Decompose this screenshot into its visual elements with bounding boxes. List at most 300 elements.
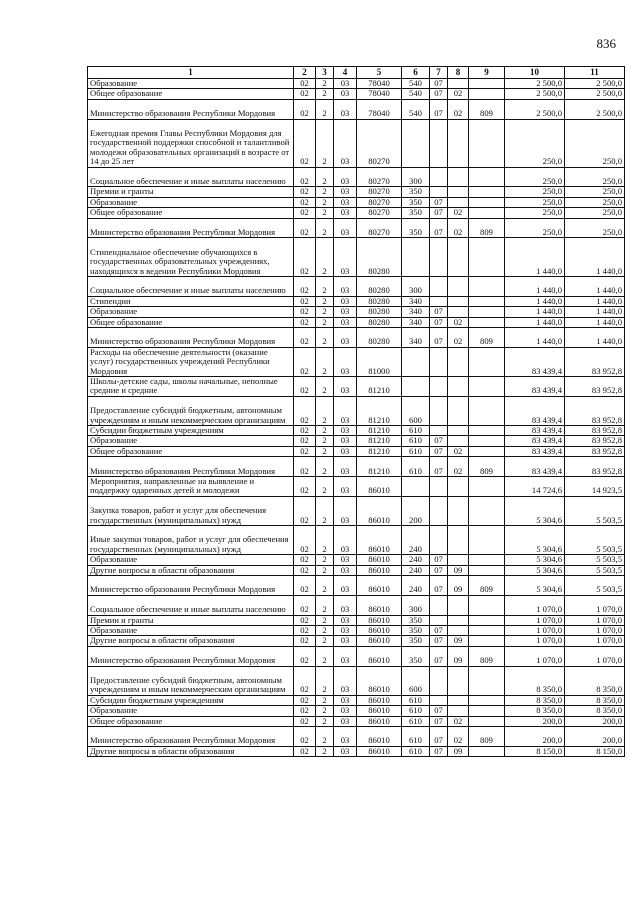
code-cell: 2 xyxy=(316,565,334,575)
table-row xyxy=(88,727,625,747)
column-header: 3 xyxy=(316,67,334,79)
code-cell: 81210 xyxy=(357,396,402,425)
code-cell xyxy=(469,526,505,555)
code-cell: 07 xyxy=(430,446,448,456)
amount-cell: 5 304,6 xyxy=(505,576,565,596)
code-cell: 02 xyxy=(448,218,469,238)
amount-cell: 8 150,0 xyxy=(505,746,565,756)
amount-cell: 8 350,0 xyxy=(565,706,625,716)
code-cell: 03 xyxy=(334,317,357,327)
code-cell xyxy=(469,626,505,636)
code-cell: 02 xyxy=(294,716,316,726)
code-cell: 02 xyxy=(294,377,316,397)
amount-cell: 200,0 xyxy=(565,716,625,726)
code-cell: 07 xyxy=(430,746,448,756)
code-cell: 07 xyxy=(430,317,448,327)
code-cell: 02 xyxy=(294,436,316,446)
table-row xyxy=(88,695,625,705)
code-cell xyxy=(430,396,448,425)
code-cell: 610 xyxy=(402,446,430,456)
code-cell xyxy=(469,296,505,306)
code-cell: 02 xyxy=(294,218,316,238)
table-row xyxy=(88,296,625,306)
code-cell: 07 xyxy=(430,99,448,119)
table-row xyxy=(88,746,625,756)
code-cell: 2 xyxy=(316,99,334,119)
code-cell xyxy=(448,396,469,425)
amount-cell: 83 439,4 xyxy=(505,426,565,436)
code-cell xyxy=(430,277,448,297)
amount-cell: 83 439,4 xyxy=(505,347,565,376)
code-cell: 02 xyxy=(294,457,316,477)
code-cell: 2 xyxy=(316,746,334,756)
code-cell xyxy=(469,317,505,327)
code-cell: 81210 xyxy=(357,446,402,456)
code-cell: 03 xyxy=(334,526,357,555)
code-cell: 350 xyxy=(402,636,430,646)
code-cell: 2 xyxy=(316,89,334,99)
amount-cell: 83 439,4 xyxy=(505,457,565,477)
code-cell: 02 xyxy=(294,296,316,306)
amount-cell: 14 724,6 xyxy=(505,477,565,497)
amount-cell: 83 952,8 xyxy=(565,347,625,376)
amount-cell: 83 439,4 xyxy=(505,436,565,446)
amount-cell: 1 440,0 xyxy=(505,307,565,317)
code-cell: 350 xyxy=(402,208,430,218)
code-cell: 2 xyxy=(316,636,334,646)
code-cell: 03 xyxy=(334,595,357,615)
code-cell xyxy=(469,477,505,497)
code-cell: 07 xyxy=(430,565,448,575)
code-cell: 03 xyxy=(334,79,357,89)
row-name-cell: Министерство образования Республики Мордовия xyxy=(88,99,294,119)
code-cell xyxy=(402,477,430,497)
code-cell: 07 xyxy=(430,555,448,565)
code-cell: 02 xyxy=(294,695,316,705)
code-cell: 03 xyxy=(334,238,357,277)
code-cell: 02 xyxy=(448,716,469,726)
code-cell xyxy=(448,307,469,317)
code-cell xyxy=(430,426,448,436)
amount-cell: 250,0 xyxy=(505,208,565,218)
code-cell: 02 xyxy=(294,208,316,218)
code-cell: 03 xyxy=(334,746,357,756)
code-cell: 610 xyxy=(402,727,430,747)
row-name-cell: Образование xyxy=(88,555,294,565)
row-name-cell: Другие вопросы в области образования xyxy=(88,636,294,646)
code-cell xyxy=(430,666,448,695)
code-cell xyxy=(448,79,469,89)
row-name-cell: Образование xyxy=(88,706,294,716)
code-cell: 2 xyxy=(316,526,334,555)
code-cell xyxy=(469,446,505,456)
amount-cell: 1 070,0 xyxy=(565,595,625,615)
amount-cell: 250,0 xyxy=(565,197,625,207)
code-cell: 07 xyxy=(430,706,448,716)
code-cell: 600 xyxy=(402,396,430,425)
code-cell: 200 xyxy=(402,496,430,525)
code-cell xyxy=(469,89,505,99)
code-cell: 03 xyxy=(334,615,357,625)
amount-cell: 83 439,4 xyxy=(505,396,565,425)
code-cell: 809 xyxy=(469,457,505,477)
amount-cell: 5 503,5 xyxy=(565,496,625,525)
row-name-cell: Социальное обеспечение и иные выплаты населению xyxy=(88,277,294,297)
table-row xyxy=(88,457,625,477)
code-cell: 240 xyxy=(402,565,430,575)
amount-cell: 83 952,8 xyxy=(565,396,625,425)
code-cell: 2 xyxy=(316,317,334,327)
code-cell: 80280 xyxy=(357,238,402,277)
code-cell: 03 xyxy=(334,296,357,306)
code-cell: 81210 xyxy=(357,457,402,477)
table-row xyxy=(88,377,625,397)
table-body xyxy=(88,79,625,757)
code-cell: 86010 xyxy=(357,526,402,555)
code-cell: 09 xyxy=(448,646,469,666)
row-name-cell: Предоставление субсидий бюджетным, автономным учреждениям и иным некоммерческим организациям xyxy=(88,666,294,695)
code-cell: 02 xyxy=(294,89,316,99)
code-cell: 07 xyxy=(430,626,448,636)
table-row xyxy=(88,89,625,99)
table-row xyxy=(88,238,625,277)
code-cell xyxy=(448,119,469,167)
amount-cell: 1 070,0 xyxy=(505,615,565,625)
code-cell: 03 xyxy=(334,576,357,596)
amount-cell: 83 439,4 xyxy=(505,446,565,456)
amount-cell: 1 440,0 xyxy=(565,238,625,277)
code-cell xyxy=(448,496,469,525)
code-cell xyxy=(469,238,505,277)
code-cell: 350 xyxy=(402,218,430,238)
amount-cell: 5 304,6 xyxy=(505,496,565,525)
code-cell: 02 xyxy=(294,79,316,89)
row-name-cell: Премии и гранты xyxy=(88,187,294,197)
code-cell: 02 xyxy=(294,477,316,497)
code-cell: 02 xyxy=(294,396,316,425)
code-cell: 2 xyxy=(316,79,334,89)
table-row xyxy=(88,79,625,89)
code-cell: 80270 xyxy=(357,167,402,187)
code-cell: 610 xyxy=(402,457,430,477)
code-cell: 03 xyxy=(334,695,357,705)
code-cell xyxy=(448,347,469,376)
code-cell: 350 xyxy=(402,197,430,207)
code-cell: 2 xyxy=(316,496,334,525)
code-cell: 03 xyxy=(334,89,357,99)
code-cell: 03 xyxy=(334,377,357,397)
row-name-cell: Общее образование xyxy=(88,716,294,726)
table-row xyxy=(88,615,625,625)
code-cell: 03 xyxy=(334,328,357,348)
code-cell: 2 xyxy=(316,695,334,705)
amount-cell: 2 500,0 xyxy=(565,99,625,119)
code-cell: 610 xyxy=(402,716,430,726)
amount-cell: 250,0 xyxy=(565,218,625,238)
code-cell: 2 xyxy=(316,716,334,726)
row-name-cell: Общее образование xyxy=(88,317,294,327)
code-cell: 02 xyxy=(448,99,469,119)
amount-cell: 200,0 xyxy=(505,727,565,747)
code-cell: 02 xyxy=(294,615,316,625)
code-cell xyxy=(448,296,469,306)
code-cell xyxy=(469,347,505,376)
code-cell xyxy=(469,197,505,207)
amount-cell: 1 440,0 xyxy=(565,317,625,327)
amount-cell: 83 952,8 xyxy=(565,377,625,397)
code-cell: 809 xyxy=(469,727,505,747)
code-cell xyxy=(402,119,430,167)
code-cell: 2 xyxy=(316,646,334,666)
column-header: 2 xyxy=(294,67,316,79)
code-cell xyxy=(469,555,505,565)
page-number: 836 xyxy=(596,36,616,51)
table-row xyxy=(88,646,625,666)
code-cell: 340 xyxy=(402,317,430,327)
column-header: 4 xyxy=(334,67,357,79)
code-cell: 540 xyxy=(402,99,430,119)
code-cell: 2 xyxy=(316,347,334,376)
table-row xyxy=(88,565,625,575)
amount-cell: 83 952,8 xyxy=(565,436,625,446)
code-cell: 2 xyxy=(316,555,334,565)
table-header-row xyxy=(88,67,625,79)
row-name-cell: Министерство образования Республики Мордовия xyxy=(88,457,294,477)
table-row xyxy=(88,496,625,525)
code-cell: 02 xyxy=(294,328,316,348)
code-cell xyxy=(430,167,448,187)
amount-cell: 1 070,0 xyxy=(505,626,565,636)
amount-cell: 83 952,8 xyxy=(565,446,625,456)
table-row xyxy=(88,187,625,197)
amount-cell: 5 304,6 xyxy=(505,565,565,575)
code-cell xyxy=(469,706,505,716)
code-cell xyxy=(469,277,505,297)
code-cell xyxy=(469,436,505,446)
code-cell: 02 xyxy=(294,238,316,277)
code-cell: 02 xyxy=(294,496,316,525)
amount-cell: 5 503,5 xyxy=(565,555,625,565)
code-cell: 81210 xyxy=(357,377,402,397)
code-cell: 2 xyxy=(316,426,334,436)
row-name-cell: Образование xyxy=(88,307,294,317)
amount-cell: 250,0 xyxy=(565,167,625,187)
table-row xyxy=(88,317,625,327)
amount-cell: 5 304,6 xyxy=(505,555,565,565)
column-header: 6 xyxy=(402,67,430,79)
code-cell: 2 xyxy=(316,666,334,695)
table-row xyxy=(88,197,625,207)
code-cell: 07 xyxy=(430,436,448,446)
code-cell xyxy=(469,565,505,575)
code-cell xyxy=(430,187,448,197)
code-cell xyxy=(469,595,505,615)
code-cell: 610 xyxy=(402,746,430,756)
amount-cell: 1 440,0 xyxy=(505,328,565,348)
code-cell: 350 xyxy=(402,626,430,636)
code-cell: 2 xyxy=(316,436,334,446)
table-row xyxy=(88,307,625,317)
code-cell xyxy=(469,496,505,525)
code-cell: 07 xyxy=(430,727,448,747)
code-cell: 02 xyxy=(294,576,316,596)
amount-cell: 250,0 xyxy=(505,187,565,197)
row-name-cell: Общее образование xyxy=(88,89,294,99)
row-name-cell: Социальное обеспечение и иные выплаты населению xyxy=(88,595,294,615)
amount-cell: 8 350,0 xyxy=(505,695,565,705)
code-cell: 07 xyxy=(430,636,448,646)
amount-cell: 83 952,8 xyxy=(565,426,625,436)
amount-cell: 1 440,0 xyxy=(505,296,565,306)
column-header: 5 xyxy=(357,67,402,79)
code-cell xyxy=(430,595,448,615)
code-cell: 02 xyxy=(448,328,469,348)
amount-cell: 250,0 xyxy=(565,187,625,197)
code-cell: 02 xyxy=(294,706,316,716)
table-row xyxy=(88,626,625,636)
code-cell: 809 xyxy=(469,328,505,348)
code-cell: 03 xyxy=(334,197,357,207)
code-cell xyxy=(469,208,505,218)
code-cell: 240 xyxy=(402,526,430,555)
code-cell: 2 xyxy=(316,208,334,218)
code-cell: 81210 xyxy=(357,426,402,436)
code-cell: 78040 xyxy=(357,99,402,119)
code-cell xyxy=(448,555,469,565)
code-cell: 2 xyxy=(316,328,334,348)
code-cell xyxy=(448,197,469,207)
code-cell: 03 xyxy=(334,307,357,317)
code-cell xyxy=(430,496,448,525)
code-cell xyxy=(469,716,505,726)
code-cell xyxy=(469,119,505,167)
code-cell: 2 xyxy=(316,706,334,716)
code-cell xyxy=(448,626,469,636)
code-cell: 07 xyxy=(430,208,448,218)
row-name-cell: Субсидии бюджетным учреждениям xyxy=(88,426,294,436)
code-cell xyxy=(430,347,448,376)
code-cell: 86010 xyxy=(357,576,402,596)
code-cell: 02 xyxy=(294,187,316,197)
code-cell: 2 xyxy=(316,626,334,636)
code-cell: 350 xyxy=(402,646,430,666)
code-cell: 07 xyxy=(430,307,448,317)
code-cell: 240 xyxy=(402,576,430,596)
code-cell: 86010 xyxy=(357,636,402,646)
code-cell: 02 xyxy=(448,208,469,218)
code-cell: 02 xyxy=(448,457,469,477)
code-cell: 02 xyxy=(294,446,316,456)
code-cell: 07 xyxy=(430,218,448,238)
amount-cell: 2 500,0 xyxy=(565,89,625,99)
code-cell: 07 xyxy=(430,89,448,99)
code-cell: 02 xyxy=(294,727,316,747)
code-cell xyxy=(448,277,469,297)
code-cell xyxy=(402,347,430,376)
row-name-cell: Министерство образования Республики Мордовия xyxy=(88,576,294,596)
table-row xyxy=(88,555,625,565)
code-cell: 86010 xyxy=(357,615,402,625)
code-cell: 809 xyxy=(469,99,505,119)
code-cell: 02 xyxy=(294,197,316,207)
amount-cell: 8 150,0 xyxy=(565,746,625,756)
code-cell: 09 xyxy=(448,636,469,646)
column-header: 7 xyxy=(430,67,448,79)
table-row xyxy=(88,716,625,726)
amount-cell: 200,0 xyxy=(505,716,565,726)
table-row xyxy=(88,208,625,218)
code-cell: 03 xyxy=(334,167,357,187)
code-cell: 350 xyxy=(402,615,430,625)
code-cell xyxy=(448,666,469,695)
amount-cell: 2 500,0 xyxy=(565,79,625,89)
code-cell xyxy=(448,426,469,436)
code-cell: 02 xyxy=(294,746,316,756)
code-cell: 03 xyxy=(334,496,357,525)
amount-cell: 250,0 xyxy=(565,208,625,218)
code-cell: 86010 xyxy=(357,555,402,565)
table-row xyxy=(88,636,625,646)
code-cell xyxy=(430,477,448,497)
code-cell xyxy=(469,615,505,625)
amount-cell: 2 500,0 xyxy=(505,79,565,89)
table-row xyxy=(88,99,625,119)
code-cell: 03 xyxy=(334,477,357,497)
row-name-cell: Общее образование xyxy=(88,446,294,456)
code-cell: 80270 xyxy=(357,208,402,218)
code-cell: 80280 xyxy=(357,328,402,348)
code-cell: 02 xyxy=(294,277,316,297)
code-cell xyxy=(469,396,505,425)
code-cell: 610 xyxy=(402,436,430,446)
row-name-cell: Стипендии xyxy=(88,296,294,306)
code-cell: 07 xyxy=(430,328,448,348)
amount-cell: 200,0 xyxy=(565,727,625,747)
amount-cell: 1 440,0 xyxy=(565,307,625,317)
code-cell xyxy=(430,238,448,277)
amount-cell: 14 923,5 xyxy=(565,477,625,497)
amount-cell: 5 503,5 xyxy=(565,526,625,555)
amount-cell: 1 440,0 xyxy=(505,317,565,327)
code-cell: 02 xyxy=(294,119,316,167)
budget-table xyxy=(87,66,625,757)
code-cell: 03 xyxy=(334,218,357,238)
code-cell: 86010 xyxy=(357,496,402,525)
code-cell: 03 xyxy=(334,646,357,666)
code-cell: 809 xyxy=(469,646,505,666)
table-row xyxy=(88,526,625,555)
code-cell: 2 xyxy=(316,238,334,277)
code-cell: 610 xyxy=(402,706,430,716)
amount-cell: 1 070,0 xyxy=(505,646,565,666)
code-cell: 02 xyxy=(294,666,316,695)
code-cell: 02 xyxy=(294,555,316,565)
row-name-cell: Стипендиальное обеспечение обучающихся в государственных образовательных учреждениях, находящихся в ведении Республики Мордовия xyxy=(88,238,294,277)
code-cell: 86010 xyxy=(357,746,402,756)
amount-cell: 8 350,0 xyxy=(505,706,565,716)
table-row xyxy=(88,436,625,446)
code-cell: 300 xyxy=(402,167,430,187)
amount-cell: 8 350,0 xyxy=(565,695,625,705)
code-cell: 03 xyxy=(334,99,357,119)
code-cell: 78040 xyxy=(357,79,402,89)
row-name-cell: Социальное обеспечение и иные выплаты населению xyxy=(88,167,294,187)
code-cell: 2 xyxy=(316,595,334,615)
code-cell: 86010 xyxy=(357,626,402,636)
amount-cell: 2 500,0 xyxy=(505,99,565,119)
amount-cell: 1 440,0 xyxy=(565,277,625,297)
code-cell: 07 xyxy=(430,79,448,89)
